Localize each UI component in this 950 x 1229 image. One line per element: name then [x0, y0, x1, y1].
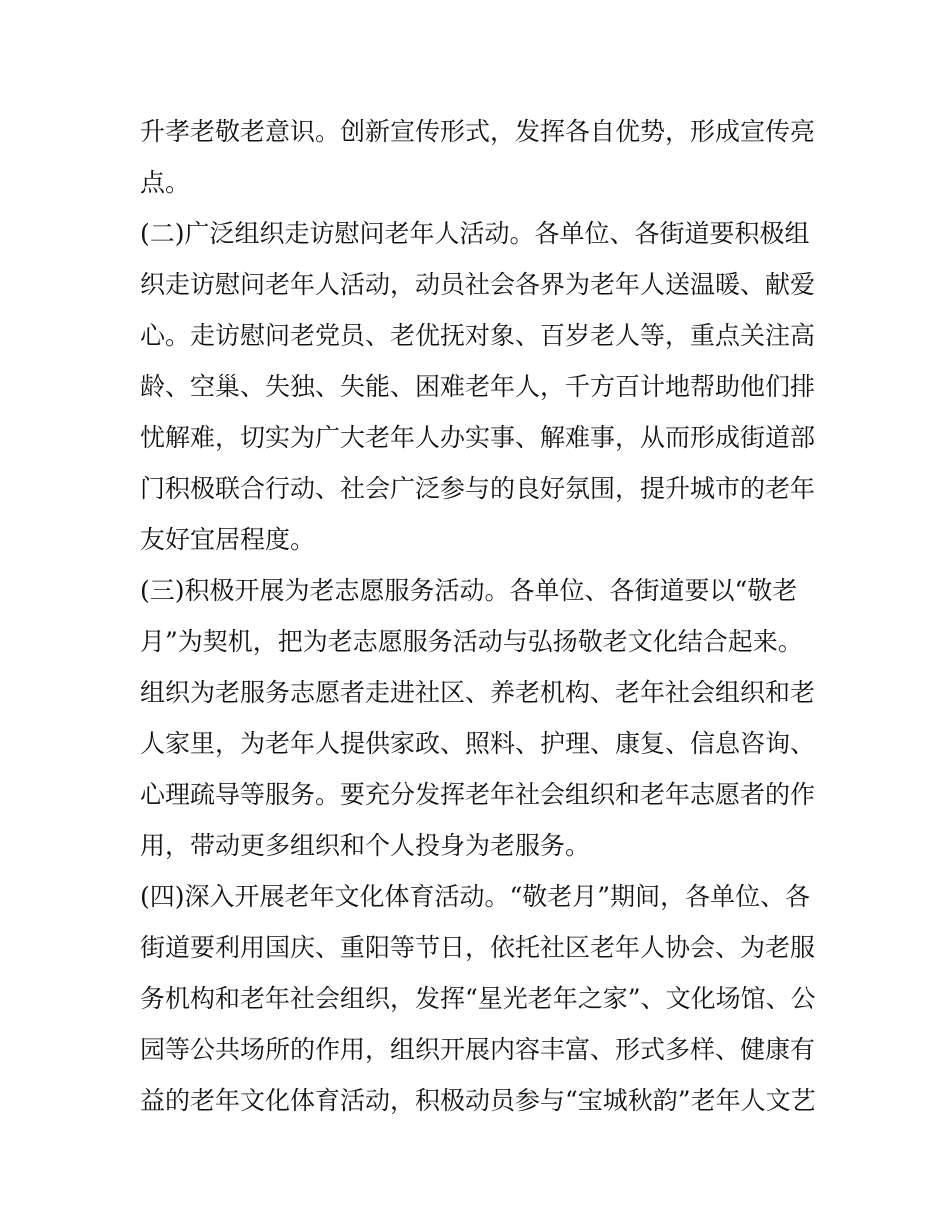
text-line: 升孝老敬老意识。创新宣传形式，发挥各自优势，形成宣传亮: [140, 117, 816, 146]
text-line: 忧解难，切实为广大老年人办实事、解难事，从而形成街道部: [140, 423, 816, 452]
text-line: 园等公共场所的作用，组织开展内容丰富、形式多样、健康有: [140, 1035, 816, 1064]
paragraph-4: [140, 871, 820, 1126]
text-line: 组织为老服务志愿者走进社区、养老机构、老年社会组织和老: [140, 678, 816, 707]
text-line: 用，带动更多组织和个人投身为老服务。: [140, 831, 591, 860]
text-line: 门积极联合行动、社会广泛参与的良好氛围，提升城市的老年: [140, 474, 816, 503]
text-line: 心。走访慰问老党员、老优抚对象、百岁老人等，重点关注高: [140, 321, 816, 350]
text-line: 人家里，为老年人提供家政、照料、护理、康复、信息咨询、: [140, 729, 816, 758]
text-line: (三)积极开展为老志愿服务活动。各单位、各街道要以“敬老: [140, 576, 798, 605]
text-line: 益的老年文化体育活动，积极动员参与“宝城秋韵”老年人文艺: [140, 1086, 816, 1115]
text-line: (四)深入开展老年文化体育活动。“敬老月”期间，各单位、各: [140, 882, 811, 911]
text-line: 点。: [140, 168, 191, 197]
text-line: 街道要利用国庆、重阳等节日，依托社区老年人协会、为老服: [140, 933, 816, 962]
paragraph-2: [140, 208, 820, 565]
text-line: (二)广泛组织走访慰问老年人活动。各单位、各街道要积极组: [140, 219, 810, 248]
text-line: 友好宜居程度。: [140, 525, 316, 554]
text-line: 务机构和老年社会组织，发挥“星光老年之家”、文化场馆、公: [140, 984, 816, 1013]
document-body: [140, 106, 820, 1126]
text-line: 心理疏导等服务。要充分发挥老年社会组织和老年志愿者的作: [140, 780, 816, 809]
text-line: 织走访慰问老年人活动，动员社会各界为老年人送温暖、献爱: [140, 270, 816, 299]
paragraph-1: [140, 106, 820, 208]
text-line: 月”为契机，把为老志愿服务活动与弘扬敬老文化结合起来。: [140, 627, 803, 656]
text-line: 龄、空巢、失独、失能、困难老年人，千方百计地帮助他们排: [140, 372, 816, 401]
paragraph-3: [140, 565, 820, 871]
